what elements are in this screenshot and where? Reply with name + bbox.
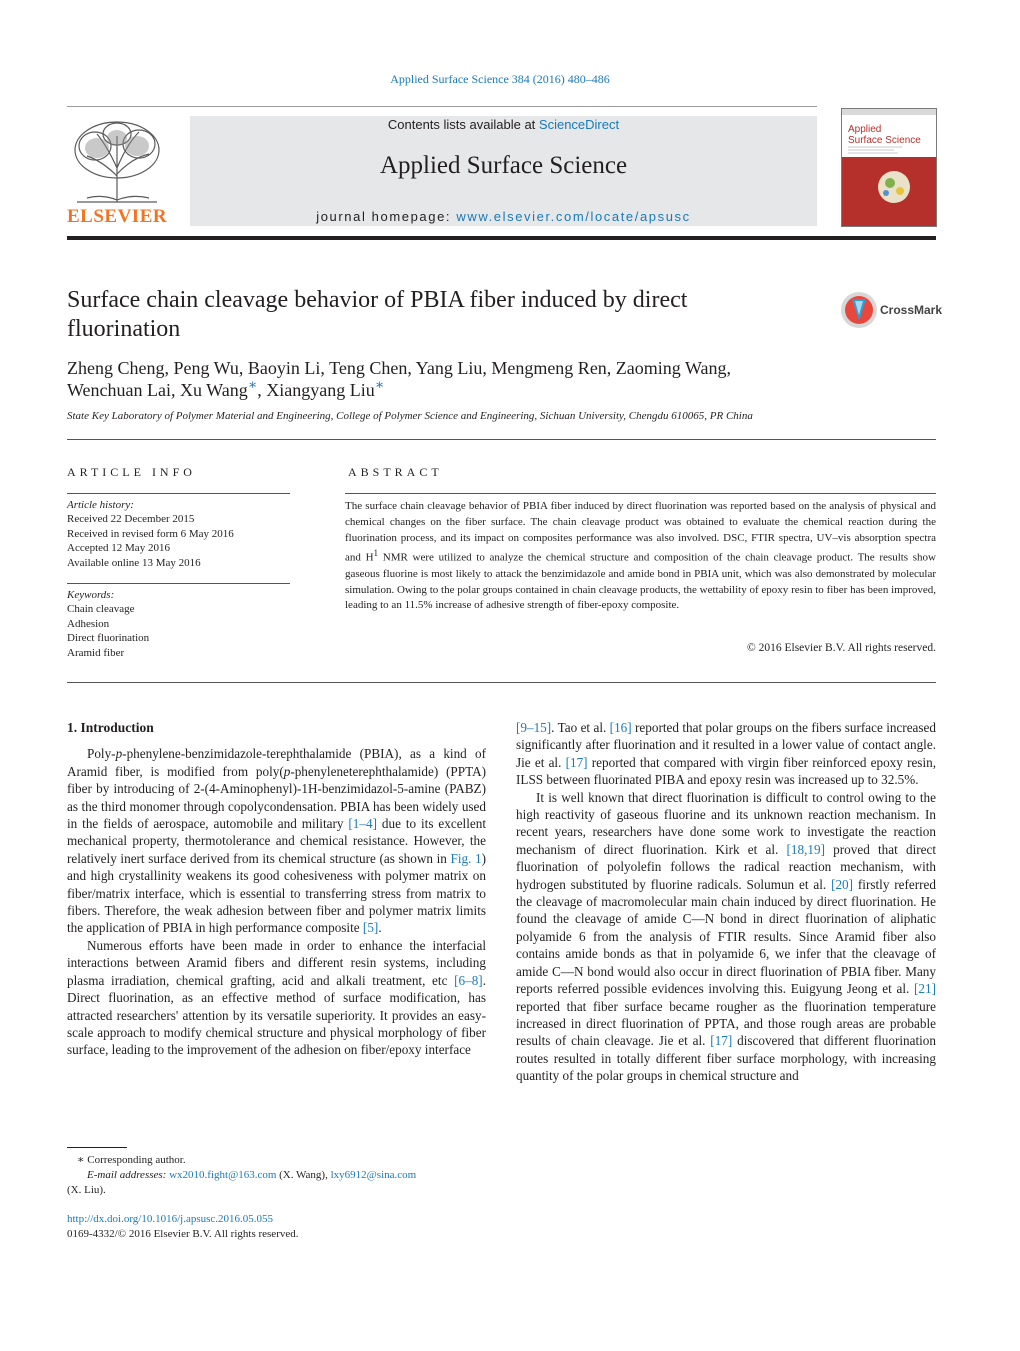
- received-date: Received 22 December 2015: [67, 513, 195, 526]
- paragraph: [67, 745, 486, 936]
- online-date: Available online 13 May 2016: [67, 556, 201, 569]
- text-run: Numerous efforts have been made in order to enhance the interfacial interactions between Aramid fibers and different resin systems, including plasma irradiation, chemical grafting, acid and alkali treatment, etc: [67, 937, 486, 988]
- issn-line: 0169-4332/© 2016 Elsevier B.V. All rights reserved.: [67, 1228, 299, 1240]
- revised-date: Received in revised form 6 May 2016: [67, 527, 234, 540]
- authors-line1: Zheng Cheng, Peng Wu, Baoyin Li, Teng Chen, Yang Liu, Mengmeng Ren, Zaoming Wang,: [67, 358, 732, 378]
- corresponding-author-note: Corresponding author.: [84, 1154, 186, 1166]
- affiliation: State Key Laboratory of Polymer Material and Engineering, College of Polymer Science and Engineering, Sichuan University, Chengdu 610065, PR China: [67, 410, 753, 422]
- paragraph: [516, 719, 936, 789]
- authors-line2a: Wenchuan Lai, Xu Wang: [67, 380, 248, 400]
- text-run: firstly referred the cleavage of macromolecular main chain induced by direct fluorination. He found the cleavage of amide C—N bond in direct fluorination of aliphatic polyamide 6 from the analysis of FTIR results. Since Aramid fiber also contains amide bonds as that in polyamide 6, we infer that the cleavage of amide C—N bond would also occur in direct fluorination of PBIA fiber. Many reports referred possible evidences involving this. Euigyung Jeong et al.: [516, 876, 936, 997]
- abstract-bottom-rule: [67, 682, 936, 683]
- history-label: Article history:: [67, 499, 134, 511]
- keywords: [67, 588, 290, 660]
- cover-title-line1: Applied: [848, 124, 882, 135]
- footnote-rule: [67, 1147, 127, 1148]
- text-run: due to its excellent mechanical property, thermotolerance and chemical resistance. However, the relatively inert surface derived from its chemical structure (as shown in: [67, 816, 486, 866]
- abstract-heading: ABSTRACT: [348, 465, 443, 479]
- author-list: [67, 357, 867, 401]
- footnote: [67, 1153, 487, 1198]
- text-run: reported that polar groups on the fibers surface increased significantly after fluorination and it resulted in a lower value of contact angle. Jie et al.: [516, 720, 936, 770]
- abstract-copyright: © 2016 Elsevier B.V. All rights reserved.: [747, 642, 936, 654]
- reference-link[interactable]: [21]: [914, 981, 936, 997]
- text-run: discovered that different fluorination routes resulted in totally different fiber surface morphology, with increasing quantity of the polar groups in chemical structure and: [516, 1033, 936, 1084]
- text-run: p: [283, 763, 291, 779]
- title-rule: [67, 439, 936, 440]
- reference-link[interactable]: [1–4]: [348, 816, 377, 832]
- corresponding-star-wang[interactable]: ∗: [247, 378, 258, 393]
- info-rule-top: [67, 493, 290, 494]
- section-heading-introduction: 1. Introduction: [67, 720, 154, 735]
- abstract-part-a: The surface chain cleavage behavior of PBIA fiber induced by direct fluorination was reported based on the analysis of physical and chemical changes on the fiber surface. The chain cleavage product was obtained to evaluate the chemical reaction during the fluorination process, and its impact on composites performance was also involved. DSC, FTIR spectra, UV–vis absorption spectra and H: [345, 500, 936, 565]
- authors-line2b: , Xiangyang Liu: [257, 380, 375, 400]
- text-run: .: [378, 920, 382, 936]
- text-run: p: [115, 746, 123, 762]
- keyword: Direct fluorination: [67, 632, 150, 645]
- doi-block: [67, 1212, 487, 1242]
- keyword: Chain cleavage: [67, 603, 135, 616]
- homepage-prefix: journal homepage:: [316, 209, 457, 224]
- info-rule-mid: [67, 583, 290, 584]
- journal-homepage: [190, 209, 817, 224]
- elsevier-wordmark: ELSEVIER: [67, 206, 168, 227]
- sciencedirect-link[interactable]: ScienceDirect: [538, 117, 620, 132]
- crossmark-label[interactable]: CrossMark: [880, 303, 943, 317]
- email-link-liu[interactable]: lxy6912@sina.com: [330, 1169, 417, 1181]
- abstract-text: [345, 499, 936, 614]
- keyword: Aramid fiber: [67, 646, 125, 659]
- paragraph: [516, 789, 936, 1085]
- text-run: It is well known that direct fluorination is difficult to control owing to the high reactivity of gaseous fluorine and its unknown reaction mechanism. In recent years, researchers have done some work to investigate the reaction mechanism of direct fluorination. Kirk et al.: [516, 789, 936, 857]
- text-run: reported that fiber surface became rougher as the fluorination temperature increased in direct fluorination of PPTA, and those rough areas are probable results of chain cleavage. Jie et al.: [516, 998, 936, 1049]
- reference-link[interactable]: [6–8]: [454, 972, 483, 988]
- body-column-right: [516, 719, 936, 1085]
- text-run: proved that direct fluorination of polyolefin follows the radical reaction mechanism, with hydrogen substituted by fluorine radicals. Solumun et al.: [516, 841, 936, 892]
- reference-link[interactable]: [9–15]: [516, 720, 552, 735]
- figure-link[interactable]: Fig. 1: [450, 850, 482, 866]
- header-thick-rule: [67, 236, 936, 240]
- paragraph: [67, 937, 486, 1059]
- cover-title: [848, 124, 934, 146]
- article-title: Surface chain cleavage behavior of PBIA fiber induced by direct fluorination: [67, 287, 688, 342]
- accepted-date: Accepted 12 May 2016: [67, 542, 170, 555]
- homepage-link[interactable]: www.elsevier.com/locate/apsusc: [456, 209, 691, 224]
- reference-link[interactable]: [20]: [831, 876, 854, 892]
- text-run: -phenylene-benzimidazole-terephthalamide (PBIA), as a kind of Aramid fiber, is modified from poly(: [67, 746, 486, 779]
- abstract-part-b: NMR were utilized to analyze the chemical structure and composition of the chain cleavage product. The results show gaseous fluorine is most likely to attack the benzimidazole and amide bond in PBIA unit, which was also demonstrated by molecular simulation. Owing to the polar groups contained in chain cleavage products, the wettability of epoxy resin to fiber has been improved, leading to an 11.5% increase of adhesive strength of fiber-epoxy composite.: [345, 552, 936, 612]
- cover-title-line2: Surface Science: [848, 135, 921, 146]
- body-column-left: [67, 719, 486, 1059]
- email-owner: (X. Liu).: [67, 1184, 106, 1196]
- journal-title: Applied Surface Science: [379, 152, 628, 179]
- email-owner: (X. Wang),: [276, 1169, 331, 1181]
- doi-link[interactable]: http://dx.doi.org/10.1016/j.apsusc.2016.05.055: [67, 1213, 274, 1225]
- reference-link[interactable]: [5]: [362, 920, 379, 936]
- article-history: [67, 498, 290, 570]
- corresponding-star-liu[interactable]: ∗: [374, 378, 385, 393]
- article-info-heading: ARTICLE INFO: [67, 465, 196, 479]
- journal-citation[interactable]: Applied Surface Science 384 (2016) 480–486: [390, 72, 610, 86]
- text-run: -phenyleneterephthalamide) (PPTA) fiber by introducing of 2-(4-Aminophenyl)-1H-benzimidazol-5-amine (PABZ) as the third monomer through copolycondensation. PBIA has been widely used in the fields of aerospace, automobile and military: [67, 763, 486, 832]
- keywords-label: Keywords:: [67, 589, 115, 601]
- reference-link[interactable]: [17]: [565, 754, 588, 770]
- contents-line: [190, 117, 817, 132]
- text-run: . Direct fluorination, as an effective method of surface modification, has attracted researchers' attention by its versatile superiority. It provides an easy-scale approach to modify chemical structure and physical morphology of fiber surface, leading to the improvement of the adhesion on fiber/epoxy interface: [67, 972, 486, 1058]
- keyword: Adhesion: [67, 617, 110, 630]
- reference-link[interactable]: [17]: [710, 1033, 733, 1049]
- text-run: Poly-: [87, 746, 116, 762]
- text-run: ) and high crystallinity weakens its good cohesiveness with polymer matrix on fiber/matrix interface, which is essential to transferring stress from matrix to fibers. Therefore, the weak adhesion between fiber and polymer matrix limits the application of PBIA in high performance composite: [67, 850, 487, 936]
- reference-link[interactable]: [16]: [609, 720, 632, 735]
- email-link-wang[interactable]: wx2010.fight@163.com: [169, 1169, 277, 1181]
- abstract-superscript: 1: [373, 548, 379, 559]
- abstract-rule: [345, 493, 936, 494]
- header-rule: [67, 106, 817, 107]
- email-label: E-mail addresses:: [87, 1169, 170, 1181]
- contents-prefix: Contents lists available at: [387, 117, 539, 132]
- text-run: . Tao et al.: [551, 720, 610, 735]
- footnote-star: ∗: [77, 1154, 85, 1166]
- text-run: reported that compared with virgin fiber reinforced epoxy resin, ILSS between fluorinated PIBA and epoxy resin was increased up to 32.5%.: [516, 754, 936, 788]
- reference-link[interactable]: [18,19]: [786, 841, 825, 857]
